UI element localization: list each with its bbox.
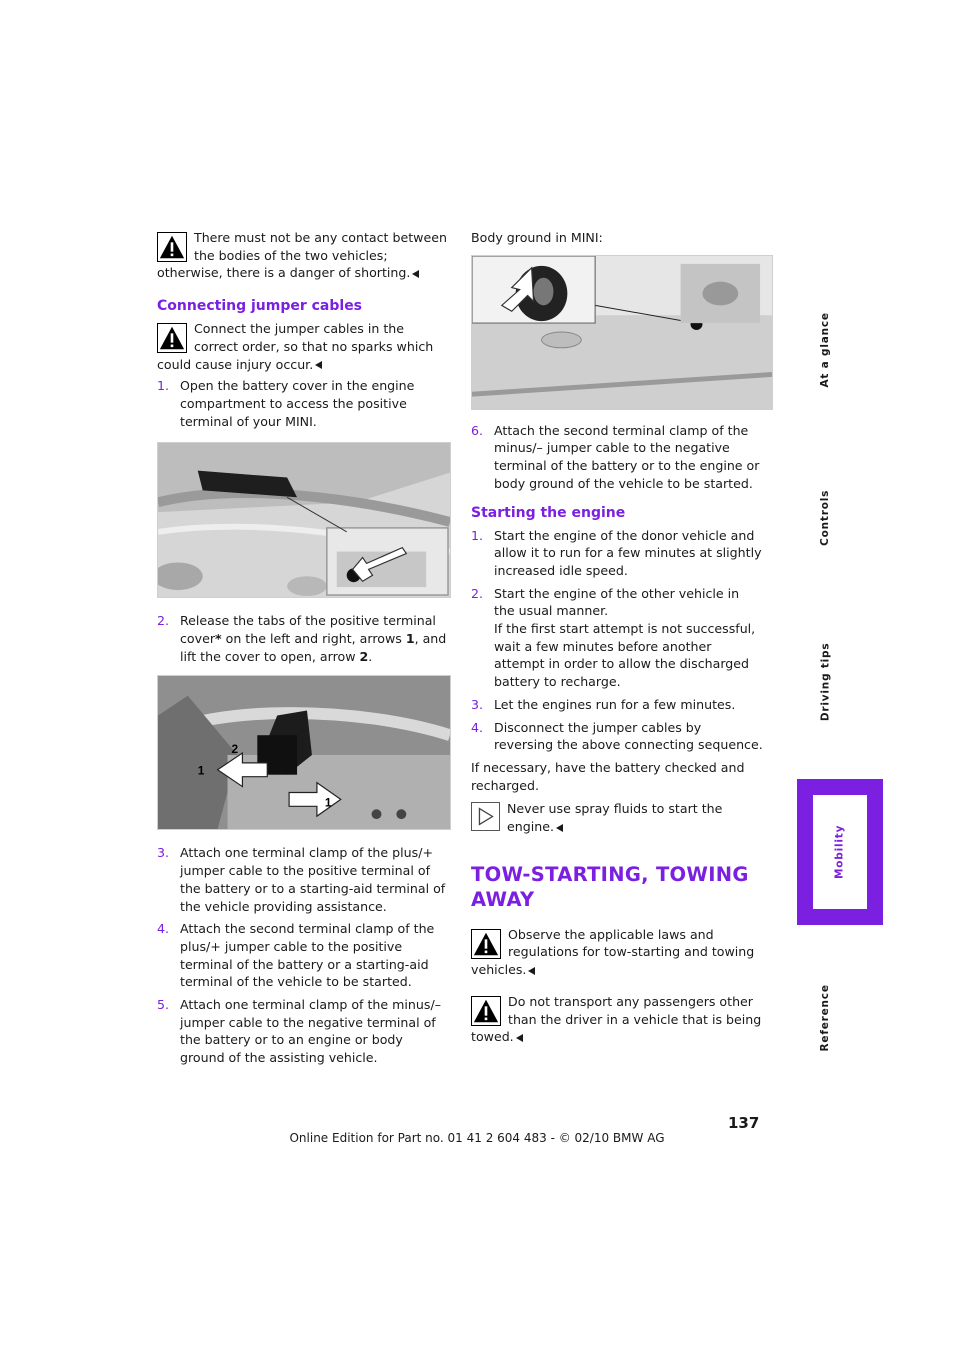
step-text: on the left and right, arrows [221,631,406,647]
battery-check-text: If necessary, have the battery checked and recharged. [471,759,745,793]
step-text: . [368,648,373,664]
sidebar-tab-label: Reference [819,984,832,1052]
arrow-ref: 2 [359,648,369,664]
sidebar-tab-mobility[interactable] [797,779,883,925]
warning-contact [157,229,449,282]
list-item [471,719,763,754]
note-spray-text: Never use spray fluids to start the engine. [507,801,723,835]
step-text: Attach the second terminal clamp of the plus/+ jumper cable to the positive terminal of the battery or a starting-aid terminal of the vehicle to be started. [180,921,435,990]
note-spray [471,800,763,835]
heading-starting-the-engine: Starting the engine [471,504,626,521]
step-text: Attach one terminal clamp of the minus/– jumper cable to the negative terminal of the battery or to an engine or body ground of the assisting vehicle. [180,997,441,1066]
step-number: 2. [157,613,170,629]
step-number: 3. [471,696,484,712]
warning-triangle-icon [471,996,501,1026]
warning-order [157,320,449,373]
list-item [471,422,763,493]
ground-step-list [471,422,763,493]
sidebar-tab-label: At a glance [819,312,832,388]
heading-connecting-jumper-cables: Connecting jumper cables [157,298,363,315]
warning-order-text: Connect the jumper cables in the correct order, so that no sparks which could cause injury occur. [157,321,434,372]
arrow-label-2: 2 [231,742,239,757]
list-item [157,612,449,665]
warning-contact-text: There must not be any contact between the bodies of the two vehicles; otherwise, there is a danger of shorting. [157,230,447,281]
end-mark-icon [556,824,563,832]
step-text: Open the battery cover in the engine compartment to access the positive terminal of your MINI. [180,378,415,429]
warning-triangle-icon [471,929,501,959]
step-number: 4. [157,921,170,937]
list-item [471,585,763,691]
arrow-label-1-right: 1 [324,795,332,810]
step-number: 6. [471,422,484,438]
step-number: 4. [471,719,484,735]
step-text: Disconnect the jumper cables by reversing the above connecting sequence. [494,719,763,753]
arrow-ref: 1 [405,631,415,647]
warning-triangle-icon [157,323,187,353]
photo-battery-cover [157,442,451,598]
warning-passengers [471,993,763,1046]
warning-triangle-icon [157,232,187,262]
body-ground-caption: Body ground in MINI: [471,230,603,245]
end-mark-icon [315,361,322,369]
optional-star: * [215,631,222,647]
jumper-steps-list-b [157,612,449,665]
starting-steps-list [471,527,763,754]
jumper-steps-list-c [157,844,449,1066]
end-mark-icon [516,1034,523,1042]
arrow-label-1-left: 1 [197,764,205,779]
sidebar-tab-at-a-glance[interactable] [816,300,836,400]
step-text: Attach one terminal clamp of the plus/+ jumper cable to the positive terminal of the battery or to a starting-aid terminal of the vehicle providing assistance. [180,845,446,914]
step-text: Attach the second terminal clamp of the minus/– jumper cable to the negative terminal of the battery or to the engine or body ground of the vehicle to be started. [494,422,760,491]
list-item [471,696,763,714]
left-column [157,229,449,1072]
heading-tow-starting: TOW-STARTING, TOWING AWAY [471,862,749,911]
page-number: 137 [728,1114,760,1132]
list-item [157,920,449,991]
step-number: 1. [157,378,170,394]
list-item [471,527,763,580]
step-number: 5. [157,997,170,1013]
step-text: , and lift the cover to open, arrow [180,631,447,664]
step-text: If the first start attempt is not successful, wait a few minutes before another attempt in order to allow the discharged battery to recharge. [494,621,756,690]
end-mark-icon [528,967,535,975]
sidebar-tab-label: Controls [819,489,832,547]
sidebar-tab-controls[interactable] [816,478,836,558]
step-text: Start the engine of the other vehicle in the usual manner. [494,585,740,619]
warning-passengers-text: Do not transport any passengers other than the driver in a vehicle that is being towed. [471,993,762,1045]
list-item [157,377,449,430]
sidebar-tab-label: Driving tips [819,642,832,722]
list-item [157,996,449,1067]
step-number: 1. [471,527,484,543]
end-mark-icon [412,270,419,278]
note-arrow-icon [471,802,500,831]
photo-body-ground [471,255,773,410]
step-number: 2. [471,585,484,601]
list-item [157,844,449,915]
right-column [471,229,763,1060]
step-text: Start the engine of the donor vehicle and allow it to run for a few minutes at slightly increased idle speed. [494,527,762,578]
jumper-steps-list-a [157,377,449,430]
sidebar-tab-driving-tips[interactable] [816,632,836,732]
step-text: Let the engines run for a few minutes. [494,696,736,712]
photo-terminal-cover [157,675,451,830]
sidebar-tab-label: Mobility [833,824,846,880]
warning-laws-text: Observe the applicable laws and regulations for tow-starting and towing vehicles. [471,926,755,978]
sidebar-tab-reference[interactable] [816,978,836,1058]
sidebar-tab-mobility-inner [813,795,867,909]
step-number: 3. [157,845,170,861]
footer-edition: Online Edition for Part no. 01 41 2 604 483 - © 02/10 BMW AG [289,1131,665,1145]
warning-laws [471,926,763,979]
step-text: Release the tabs of the positive terminal cover [180,613,436,647]
